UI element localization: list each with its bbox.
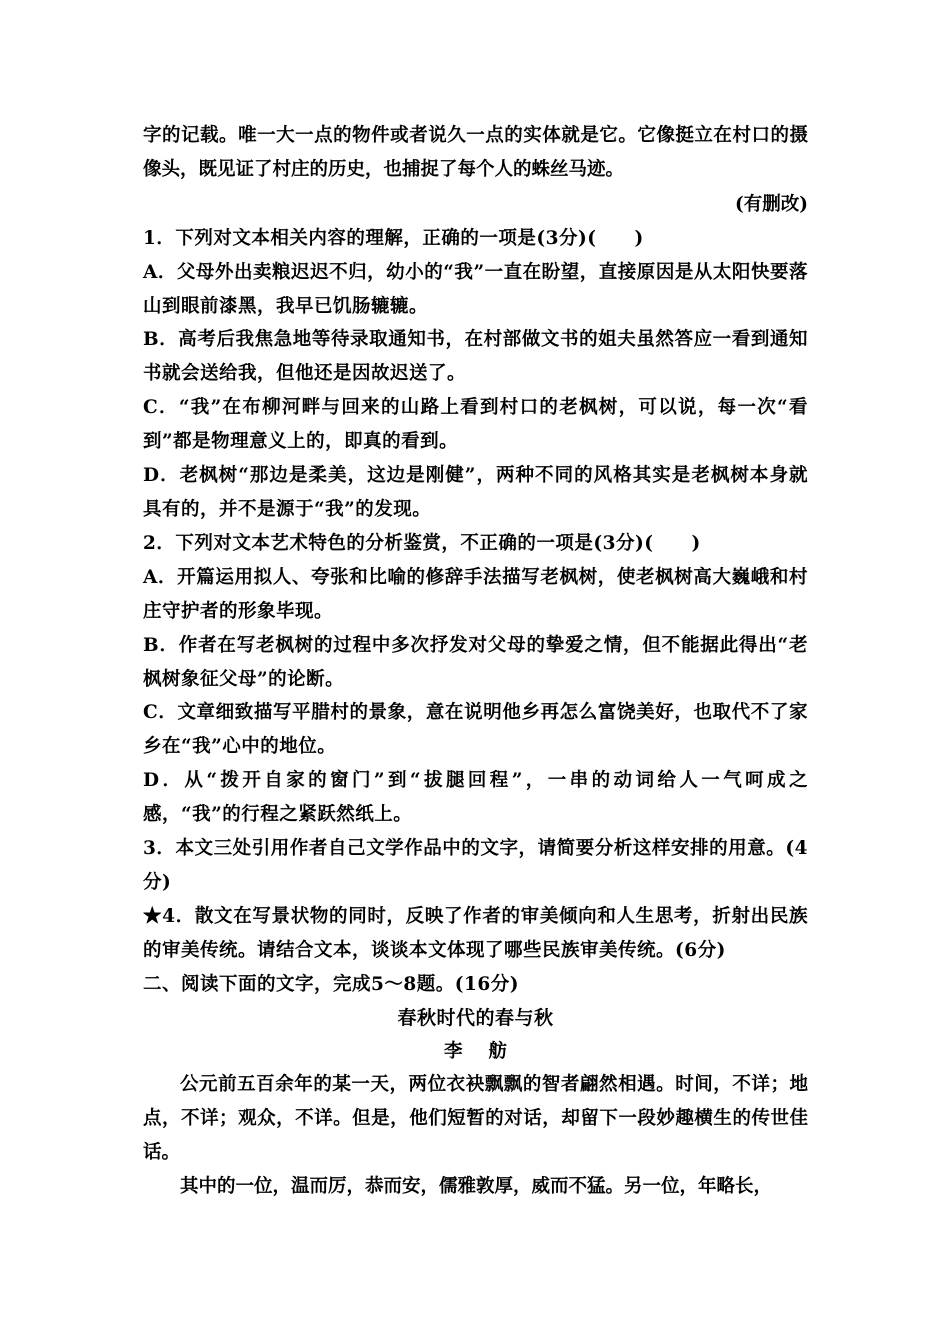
- question-2-option-a: A．开篇运用拟人、夸张和比喻的修辞手法描写老枫树，使老枫树高大巍峨和村庄守护者的形象毕现。: [143, 566, 808, 622]
- question-2-option-b: B．作者在写老枫树的过程中多次抒发对父母的挚爱之情，但不能据此得出“老枫树象征父母”的论断。: [143, 634, 808, 690]
- question-2-option-c: C．文章细致描写平腊村的景象，意在说明他乡再怎么富饶美好，也取代不了家乡在“我”心中的地位。: [143, 702, 808, 758]
- question-1-option-c: C．“我”在布柳河畔与回来的山路上看到村口的老枫树，可以说，每一次“看到”都是物理意义上的，即真的看到。: [143, 397, 808, 453]
- question-1-stem: 1．下列对文本相关内容的理解，正确的一项是(3分)( ): [143, 227, 644, 249]
- question-1-option-d: D．老枫树“那边是柔美，这边是刚健”，两种不同的风格其实是老枫树本身就具有的，并不是源于“我”的发现。: [143, 465, 808, 520]
- question-3-stem: 3．本文三处引用作者自己文学作品中的文字，请简要分析这样安排的用意。(4分): [143, 838, 808, 893]
- passage-ending-text: 字的记载。唯一大一点的物件或者说久一点的实体就是它。它像挺立在村口的摄像头，既见证了村庄的历史，也捕捉了每个人的蛛丝马迹。: [143, 126, 808, 180]
- article-author: 李舫: [443, 1041, 533, 1063]
- question-4-stem: ★4．散文在写景状物的同时，反映了作者的审美倾向和人生思考，折射出民族的审美传统。请结合文本，谈谈本文体现了哪些民族审美传统。(6分): [143, 905, 808, 961]
- question-1: [143, 222, 808, 527]
- question-2-stem: 2．下列对文本艺术特色的分析鉴赏，不正确的一项是(3分)( ): [143, 532, 701, 554]
- article-paragraph: 公元前五百余年的某一天，两位衣袂飘飘的智者翩然相遇。时间，不详；地点，不详；观众，不详。但是，他们短暂的对话，却留下一段妙趣横生的传世佳话。: [143, 1075, 808, 1164]
- section-two: [143, 968, 808, 1205]
- section-two-heading: 二、阅读下面的文字，完成5～8题。(16分): [143, 973, 519, 995]
- article-paragraph: 其中的一位，温而厉，恭而安，儒雅敦厚，威而不猛。另一位，年略长，: [180, 1177, 773, 1198]
- article-title: 春秋时代的春与秋: [397, 1006, 554, 1029]
- question-1-option-a: A．父母外出卖粮迟迟不归，幼小的“我”一直在盼望，直接原因是从太阳快要落山到眼前漆黑，我早已饥肠辘辘。: [143, 261, 808, 317]
- question-1-option-b: B．高考后我焦急地等待录取通知书，在村部做文书的姐夫虽然答应一看到通知书就会送给我，但他还是因故迟送了。: [143, 329, 808, 385]
- document-page: [143, 120, 808, 1205]
- question-2: [143, 527, 808, 832]
- question-2-option-d: D．从“拨开自家的窗门”到“拔腿回程”，一串的动词给人一气呵成之感，“我”的行程之紧跃然纸上。: [143, 770, 808, 826]
- source-note: (有删改): [734, 193, 808, 215]
